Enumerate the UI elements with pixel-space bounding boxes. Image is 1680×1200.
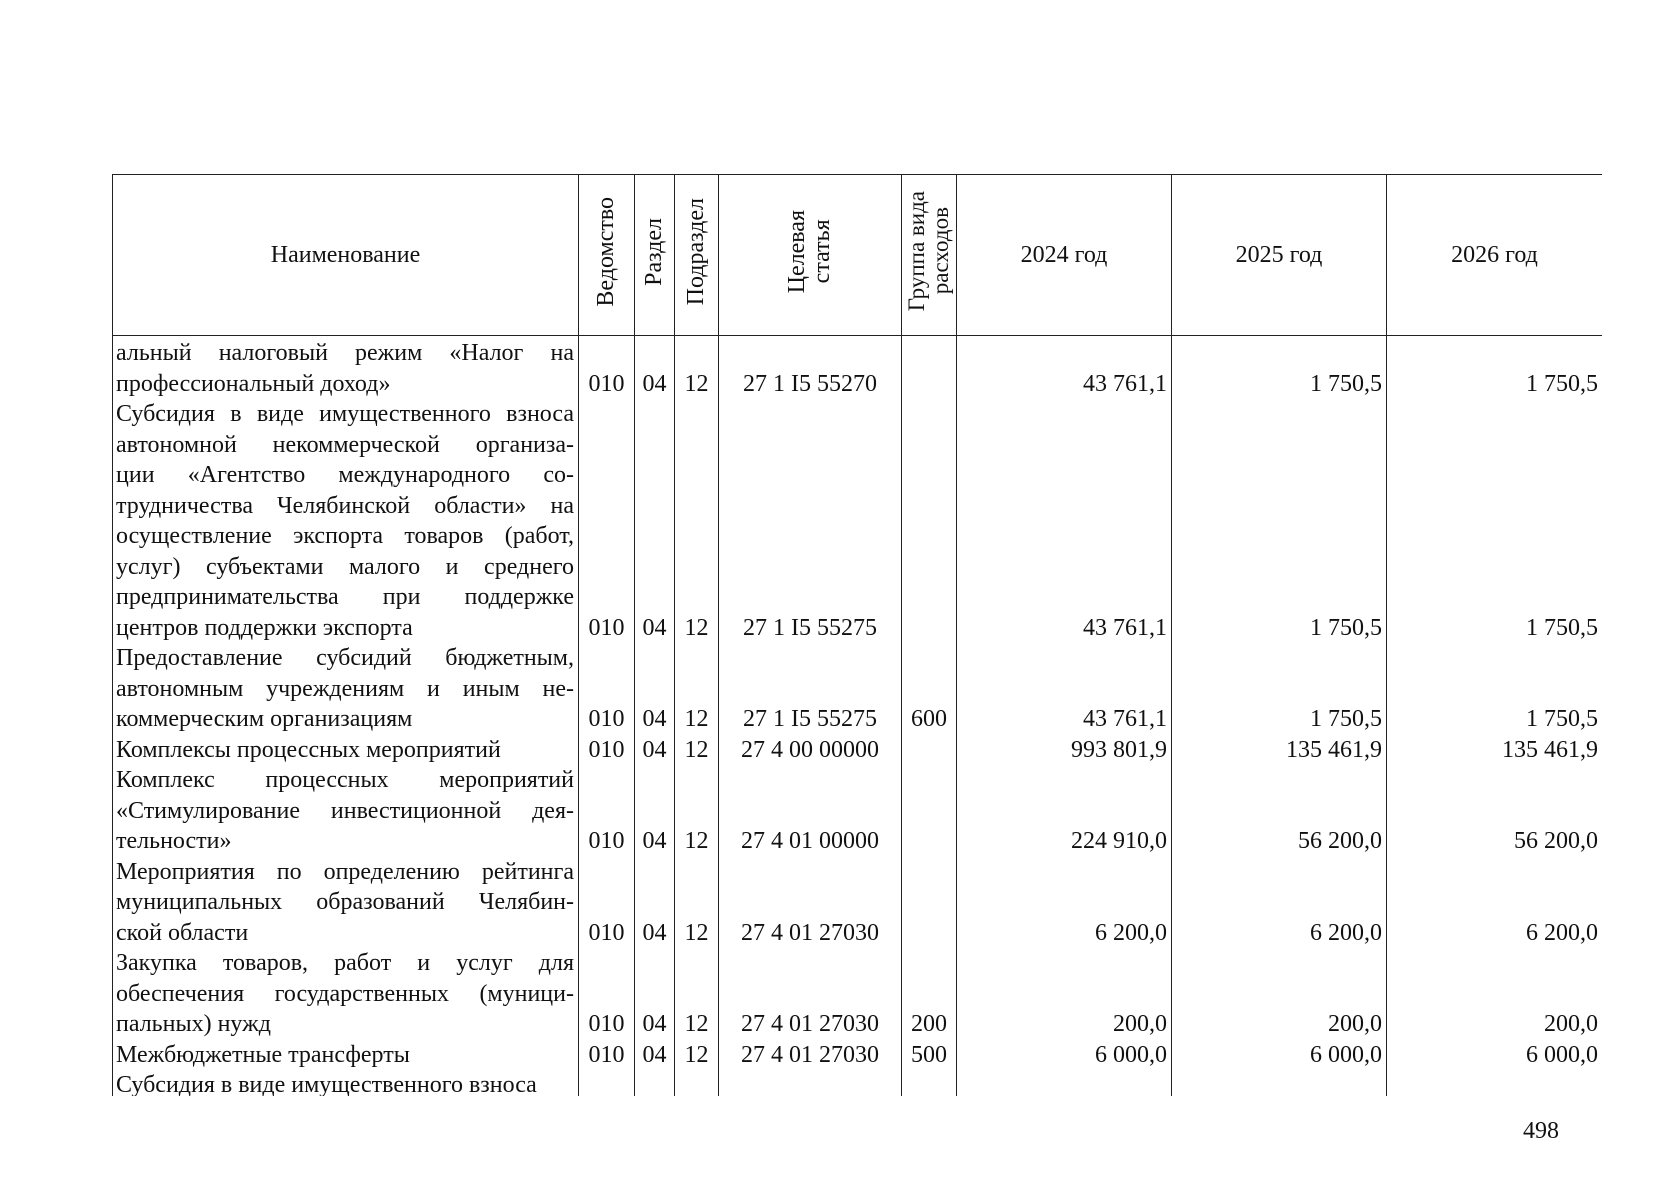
row-name-line: центров поддержки экспорта <box>116 614 413 641</box>
row-podrazdel: 12 <box>675 857 719 949</box>
row-name <box>113 948 579 1040</box>
header-2025: 2025 год <box>1172 175 1387 336</box>
budget-table <box>112 174 1602 1096</box>
row-name-line: тельности» <box>116 828 232 854</box>
row-value-2024: 43 761,1 <box>957 336 1172 400</box>
row-gruppa <box>902 765 957 857</box>
row-value-2024: 43 761,1 <box>957 643 1172 735</box>
page-number: 498 <box>1523 1118 1559 1144</box>
table-header-row <box>113 175 1603 336</box>
table-row <box>113 399 1603 643</box>
row-razdel: 04 <box>635 735 675 766</box>
row-value-2026: 6 200,0 <box>1387 857 1603 949</box>
row-name <box>113 399 579 643</box>
row-podrazdel: 12 <box>675 948 719 1040</box>
row-name <box>113 857 579 949</box>
row-razdel: 04 <box>635 643 675 735</box>
row-gruppa <box>902 857 957 949</box>
row-name <box>113 1070 579 1096</box>
row-value-2025: 6 200,0 <box>1172 857 1387 949</box>
row-ved: 010 <box>579 857 635 949</box>
row-ved: 010 <box>579 735 635 766</box>
header-gruppa: Группа вида расходов <box>902 175 957 336</box>
row-name-line: осуществление экспорта товаров (работ, <box>116 523 574 549</box>
row-ved: 010 <box>579 336 635 400</box>
row-name-line: Предоставление субсидий бюджетным, <box>116 645 574 671</box>
row-name-line: Комплекс процессных мероприятий <box>116 767 574 793</box>
row-name-line: альный налоговый режим «Налог на <box>116 340 574 366</box>
row-name-line: предпринимательства при поддержке <box>116 584 574 610</box>
budget-table-sheet <box>112 174 1602 1096</box>
row-value-2026: 1 750,5 <box>1387 336 1603 400</box>
row-gruppa: 500 <box>902 1040 957 1071</box>
header-ved: Ведомство <box>579 175 635 336</box>
row-value-2025: 1 750,5 <box>1172 643 1387 735</box>
row-value-2025 <box>1172 1070 1387 1096</box>
row-podrazdel: 12 <box>675 735 719 766</box>
row-value-2024: 6 200,0 <box>957 857 1172 949</box>
row-value-2025: 135 461,9 <box>1172 735 1387 766</box>
row-razdel: 04 <box>635 857 675 949</box>
row-ved: 010 <box>579 399 635 643</box>
row-name-line: Субсидия в виде имущественного взноса <box>116 1072 537 1096</box>
row-celevaya: 27 4 01 00000 <box>719 765 902 857</box>
row-razdel: 04 <box>635 399 675 643</box>
table-row <box>113 643 1603 735</box>
row-podrazdel: 12 <box>675 643 719 735</box>
row-name-line: автономным учреждениям и иным не- <box>116 675 574 702</box>
table-row <box>113 857 1603 949</box>
row-podrazdel: 12 <box>675 1040 719 1071</box>
row-celevaya <box>719 1070 902 1096</box>
row-value-2026: 200,0 <box>1387 948 1603 1040</box>
row-ved <box>579 1070 635 1096</box>
row-name-line: Комплексы процессных мероприятий <box>116 736 501 763</box>
row-value-2024: 993 801,9 <box>957 735 1172 766</box>
row-ved: 010 <box>579 948 635 1040</box>
row-value-2026: 135 461,9 <box>1387 735 1603 766</box>
row-name-line: услуг) субъектами малого и среднего <box>116 553 574 580</box>
row-name-line: ции «Агентство международного со- <box>116 462 574 488</box>
row-podrazdel: 12 <box>675 336 719 400</box>
row-podrazdel: 12 <box>675 399 719 643</box>
row-razdel: 04 <box>635 1040 675 1071</box>
table-row <box>113 948 1603 1040</box>
row-name <box>113 643 579 735</box>
row-value-2024 <box>957 1070 1172 1096</box>
row-value-2026: 6 000,0 <box>1387 1040 1603 1071</box>
row-celevaya: 27 4 01 27030 <box>719 1040 902 1071</box>
row-name-line: автономной некоммерческой организа- <box>116 431 574 458</box>
table-row <box>113 336 1603 400</box>
row-value-2025: 56 200,0 <box>1172 765 1387 857</box>
row-razdel: 04 <box>635 948 675 1040</box>
row-gruppa: 200 <box>902 948 957 1040</box>
row-name-line: профессиональный доход» <box>116 370 391 397</box>
row-name-line: муниципальных образований Челябин- <box>116 889 574 915</box>
row-value-2025: 6 000,0 <box>1172 1040 1387 1071</box>
row-value-2026: 1 750,5 <box>1387 643 1603 735</box>
row-ved: 010 <box>579 765 635 857</box>
row-podrazdel: 12 <box>675 765 719 857</box>
row-name-line: ской области <box>116 919 249 946</box>
row-name-line: «Стимулирование инвестиционной дея- <box>116 797 574 824</box>
row-razdel: 04 <box>635 765 675 857</box>
header-podrazdel: Подраздел <box>675 175 719 336</box>
row-name-line: Субсидия в виде имущественного взноса <box>116 401 574 427</box>
row-value-2026: 56 200,0 <box>1387 765 1603 857</box>
row-value-2025: 200,0 <box>1172 948 1387 1040</box>
row-value-2024: 6 000,0 <box>957 1040 1172 1071</box>
row-value-2026 <box>1387 1070 1603 1096</box>
header-name: Наименование <box>113 175 579 336</box>
row-gruppa <box>902 1070 957 1096</box>
row-gruppa <box>902 399 957 643</box>
row-gruppa <box>902 336 957 400</box>
row-name-line: Мероприятия по определению рейтинга <box>116 858 574 885</box>
row-gruppa: 600 <box>902 643 957 735</box>
row-gruppa <box>902 735 957 766</box>
row-name-line: трудничества Челябинской области» на <box>116 492 574 519</box>
row-name <box>113 336 579 400</box>
row-value-2025: 1 750,5 <box>1172 399 1387 643</box>
row-ved: 010 <box>579 1040 635 1071</box>
row-name-line: коммерческим организациям <box>116 706 413 732</box>
header-celevaya: Целевая статья <box>719 175 902 336</box>
row-name-line: Закупка товаров, работ и услуг для <box>116 950 574 976</box>
row-razdel: 04 <box>635 336 675 400</box>
row-name-line: Межбюджетные трансферты <box>116 1041 410 1068</box>
row-podrazdel <box>675 1070 719 1096</box>
row-name <box>113 1040 579 1071</box>
table-row <box>113 735 1603 766</box>
row-value-2024: 200,0 <box>957 948 1172 1040</box>
table-row <box>113 1040 1603 1071</box>
row-value-2026: 1 750,5 <box>1387 399 1603 643</box>
row-razdel <box>635 1070 675 1096</box>
row-value-2024: 43 761,1 <box>957 399 1172 643</box>
row-celevaya: 27 4 00 00000 <box>719 735 902 766</box>
row-name <box>113 735 579 766</box>
table-row <box>113 765 1603 857</box>
row-celevaya: 27 4 01 27030 <box>719 948 902 1040</box>
row-value-2025: 1 750,5 <box>1172 336 1387 400</box>
row-celevaya: 27 4 01 27030 <box>719 857 902 949</box>
row-name-line: обеспечения государственных (муници- <box>116 980 574 1007</box>
header-2026: 2026 год <box>1387 175 1603 336</box>
row-value-2024: 224 910,0 <box>957 765 1172 857</box>
row-celevaya: 27 1 I5 55275 <box>719 399 902 643</box>
header-razdel: Раздел <box>635 175 675 336</box>
header-2024: 2024 год <box>957 175 1172 336</box>
row-name-line: пальных) нужд <box>116 1011 271 1037</box>
row-celevaya: 27 1 I5 55275 <box>719 643 902 735</box>
table-row <box>113 1070 1603 1096</box>
row-celevaya: 27 1 I5 55270 <box>719 336 902 400</box>
row-name <box>113 765 579 857</box>
row-ved: 010 <box>579 643 635 735</box>
